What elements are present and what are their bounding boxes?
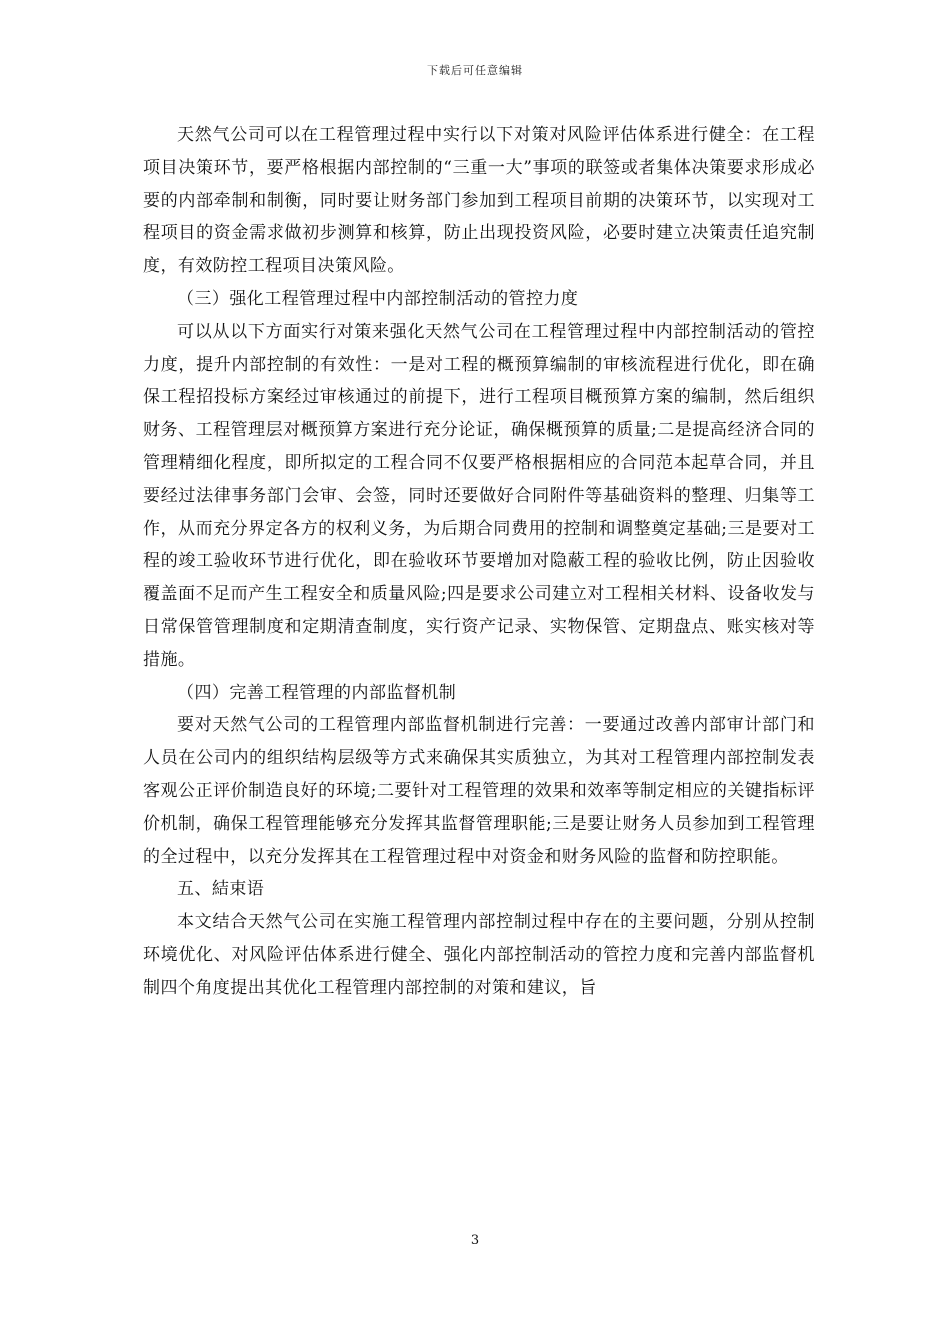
document-body <box>143 119 815 1005</box>
page-number: 3 <box>470 1233 480 1248</box>
section-heading-conclusion: 五、結束语 <box>177 879 265 900</box>
section-heading-3: （三）强化工程管理过程中内部控制活动的管控力度 <box>177 288 579 309</box>
paragraph-conclusion: 本文结合天然气公司在实施工程管理内部控制过程中存在的主要问题，分别从控制环境优化、对风险评估体系进行健全、强化内部控制活动的管控力度和完善内部监督机制四个角度提出其优化工程管理内部控制的对策和建议，旨 <box>143 912 815 998</box>
section-heading-4: （四）完善工程管理的内部监督机制 <box>177 682 457 703</box>
paragraph-internal-supervision: 要对天然气公司的工程管理内部监督机制进行完善：一要通过改善内部审计部门和人员在公司内的组织结构层级等方式来确保其实质独立，为其对工程管理内部控制发表客观公正评价制造良好的环境;二要针对工程管理的效果和效率等制定相应的关键指标评价机制，确保工程管理能够充分发挥其监督管理职能;三是要让财务人员参加到工程管理的全过程中，以充分发挥其在工程管理过程中对资金和财务风险的监督和防控职能。 <box>143 715 815 867</box>
paragraph-control-activities: 可以从以下方面实行对策来强化天然气公司在工程管理过程中内部控制活动的管控力度，提升内部控制的有效性：一是对工程的概预算编制的审核流程进行优化，即在确保工程招投标方案经过审核通过的前提下，进行工程项目概预算方案的编制，然后组织财务、工程管理层对概预算方案进行充分论证，确保概预算的质量;二是提高经济合同的管理精细化程度，即所拟定的工程合同不仅要严格根据相应的合同范本起草合同，并且要经过法律事务部门会审、会签，同时还要做好合同附件等基础资料的整理、归集等工作，从而充分界定各方的权利义务，为后期合同费用的控制和调整奠定基础;三是要对工程的竣工验收环节进行优化，即在验收环节要增加对隐蔽工程的验收比例，防止因验收覆盖面不足而产生工程安全和质量风险;四是要求公司建立对工程相关材料、设备收发与日常保管管理制度和定期清查制度，实行资产记录、实物保管、定期盘点、账实核对等措施。 <box>143 321 815 670</box>
page-header: 下载后可任意编辑 <box>427 64 523 77</box>
paragraph-risk-assessment: 天然气公司可以在工程管理过程中实行以下对策对风险评估体系进行健全：在工程项目决策环节，要严格根据内部控制的“三重一大”事项的联签或者集体决策要求形成必要的内部牵制和制衡，同时要让财务部门参加到工程项目前期的决策环节，以实现对工程项目的资金需求做初步测算和核算，防止出现投资风险，必要时建立决策责任追究制度，有效防控工程项目决策风险。 <box>143 125 815 277</box>
